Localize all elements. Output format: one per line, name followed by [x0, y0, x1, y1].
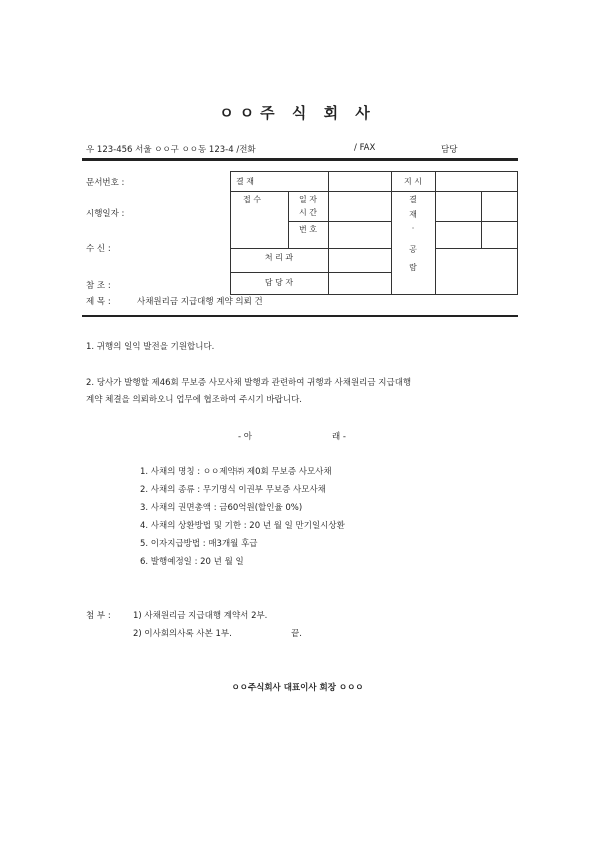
- vertical-char: 재: [409, 210, 417, 219]
- list-item: 6. 발행예정일 : 20 년 월 일: [140, 557, 244, 567]
- recipient-label: 수 신 :: [86, 244, 111, 254]
- grid-line: [517, 171, 518, 295]
- grid-line: [288, 221, 391, 222]
- signature-line: ㅇㅇ주식회사 대표이사 회장 ㅇㅇㅇ: [231, 683, 364, 693]
- address-line: 우 123-456 서울 ㅇㅇ구 ㅇㅇ동 123-4 /전화: [86, 145, 256, 155]
- grid-line: [230, 248, 391, 249]
- company-title: ㅇㅇ주 식 회 사: [219, 104, 376, 122]
- subject-value: 사채원리금 지급대행 계약 의뢰 건: [137, 297, 263, 307]
- attachment-label: 첨 부 :: [86, 611, 111, 621]
- grid-line: [230, 171, 518, 172]
- grid-line: [328, 171, 329, 295]
- date-label: 일 자: [299, 195, 317, 204]
- paragraph-2-line-1: 2. 당사가 발행할 제46회 무보증 사모사채 발행과 관련하여 귀행과 사채원리금 지급대행: [86, 378, 412, 388]
- subject-label: 제 목 :: [86, 297, 111, 307]
- list-item: 5. 이자지급방법 : 매3개월 후급: [140, 539, 258, 549]
- list-item: 2. 사채의 종류 : 무기명식 이권부 무보증 사모사채: [140, 485, 326, 495]
- list-item: 4. 사채의 상환방법 및 기한 : 20 년 월 일 만기일시상환: [140, 521, 345, 531]
- grid-line: [435, 248, 518, 249]
- vertical-char: ·: [411, 224, 415, 233]
- vertical-char: 결: [409, 195, 417, 204]
- list-item: 3. 사채의 권면총액 : 금60억원(할인율 0%): [140, 503, 303, 513]
- handler-label: 담 당 자: [264, 278, 294, 287]
- processing-dept-label: 처 리 과: [264, 253, 294, 262]
- grid-line: [435, 221, 518, 222]
- approval-box: [230, 171, 518, 295]
- doc-number-label: 문서번호 :: [86, 178, 125, 188]
- grid-line: [435, 171, 436, 295]
- vertical-char: 공: [409, 245, 417, 254]
- contact-label: 담당: [441, 145, 458, 155]
- paragraph-2-line-2: 계약 체결을 의뢰하오니 업무에 협조하여 주시기 바랍니다.: [86, 395, 302, 405]
- receipt-label: 접 수: [243, 195, 261, 204]
- grid-line: [230, 191, 391, 192]
- paragraph-1: 1. 귀행의 일익 발전을 기원합니다.: [86, 342, 215, 352]
- attachment-item-1: 1) 사채원리금 지급대행 계약서 2부.: [133, 611, 268, 621]
- header-rule: [82, 158, 518, 161]
- end-mark: 끝.: [291, 629, 302, 639]
- instruction-label: 지 시: [404, 177, 422, 186]
- attachment-item-2: 2) 이사회의사록 사본 1부.: [133, 629, 232, 639]
- reference-label: 참 조 :: [86, 281, 111, 291]
- time-label: 시 간: [299, 208, 317, 217]
- grid-line: [391, 191, 518, 192]
- vertical-char: 람: [409, 263, 417, 272]
- fax-label: / FAX: [354, 143, 376, 153]
- enforce-date-label: 시행일자 :: [86, 209, 125, 219]
- number-label: 번 호: [299, 225, 317, 234]
- grid-line: [481, 191, 482, 248]
- list-item: 1. 사채의 명칭 : ㅇㅇ제약㈜ 제0회 무보증 사모사채: [140, 467, 332, 477]
- grid-line: [391, 171, 392, 295]
- grid-line: [230, 272, 391, 273]
- subject-rule: [82, 315, 518, 317]
- below-heading-left: - 아: [238, 432, 252, 442]
- grid-line: [230, 294, 518, 295]
- below-heading-right: 래 -: [332, 432, 346, 442]
- approval-label: 결 재: [236, 177, 254, 186]
